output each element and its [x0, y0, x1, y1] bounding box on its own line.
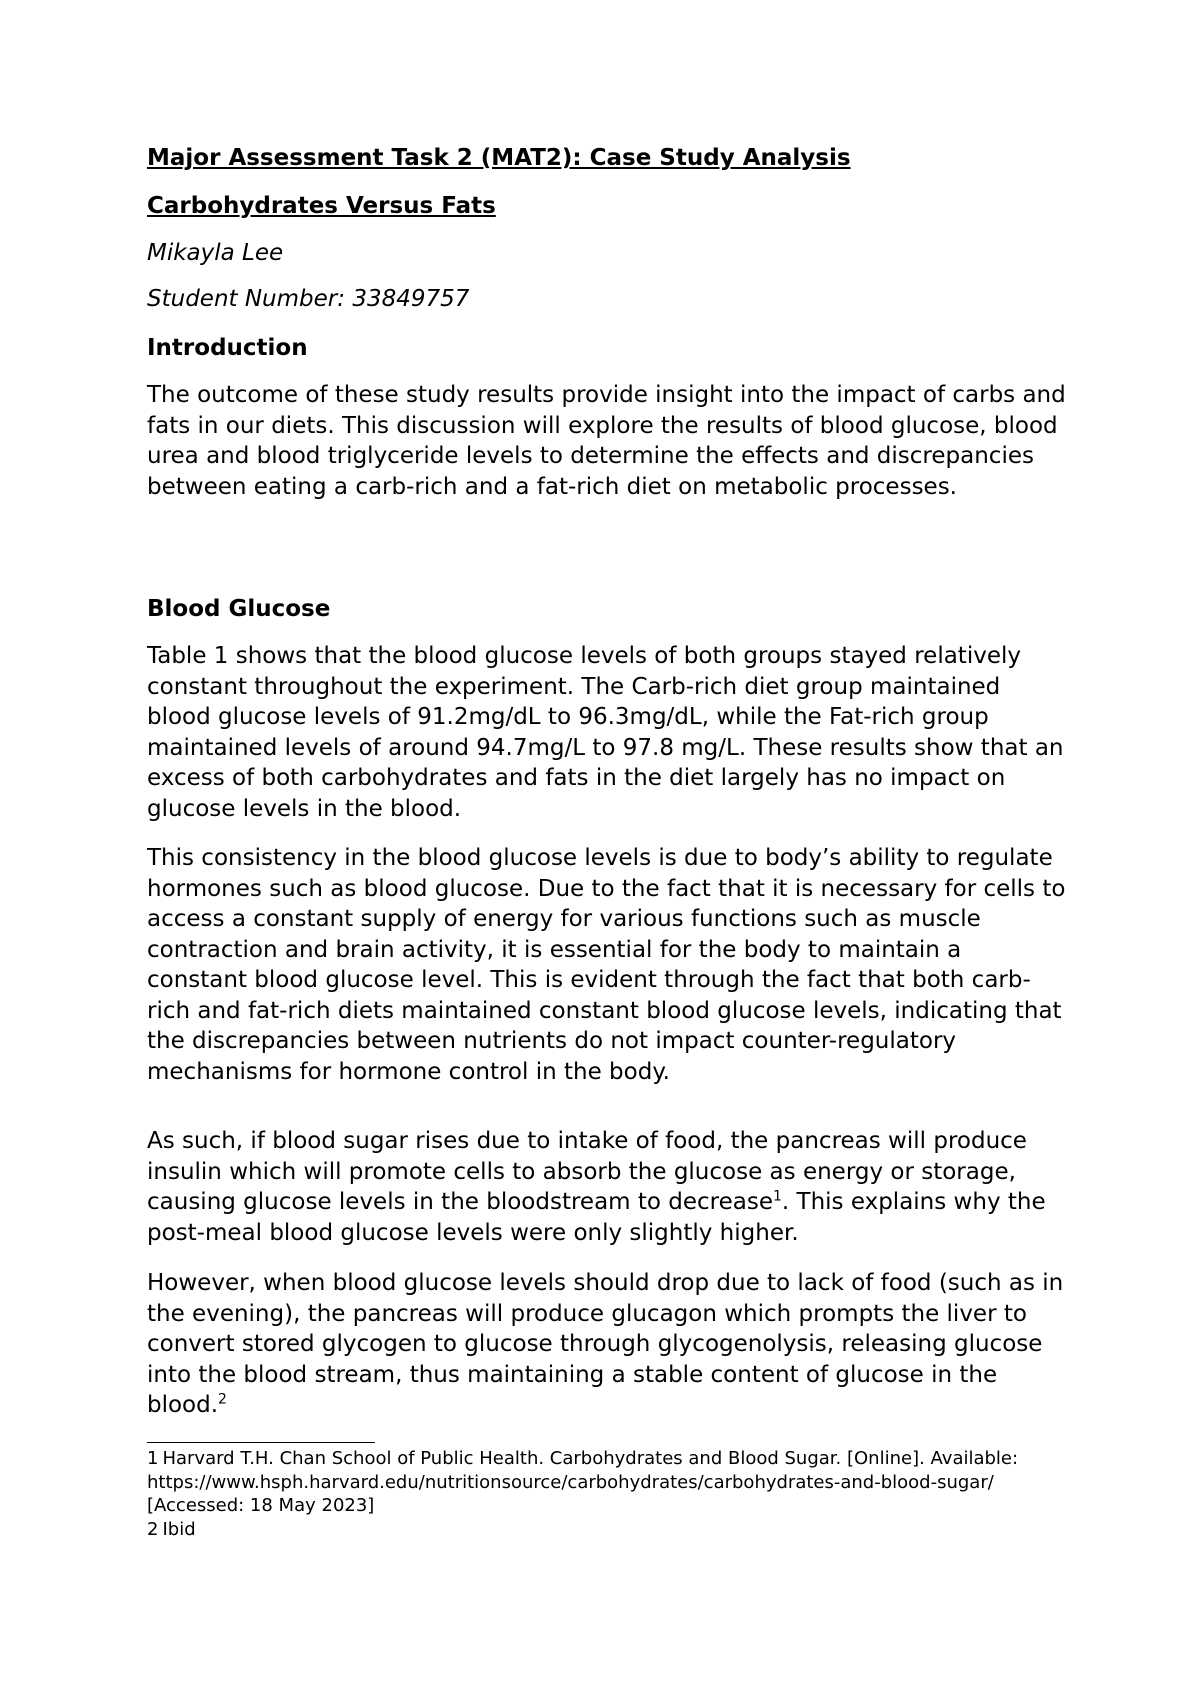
- paragraph-3-text-a: As such, if blood sugar rises due to intake of food, the pancreas will produce insulin which will promote cells to absorb the glucose as energy or storage, causing glucose levels in the bloodstream to decrease: [147, 1128, 1027, 1215]
- introduction-heading: Introduction: [147, 335, 308, 361]
- footnote-separator: [147, 1442, 375, 1443]
- introduction-paragraph: The outcome of these study results provide insight into the impact of carbs and fats in our diets. This discussion will explore the results of blood glucose, blood urea and blood triglyceride levels to determine the effects and discrepancies between eating a carb-rich and a fat-rich diet on metabolic processes.: [147, 382, 1066, 500]
- footnote-number: 1: [147, 1448, 159, 1469]
- blood-glucose-heading: Blood Glucose: [147, 596, 331, 622]
- author-name: Mikayla Lee: [147, 240, 284, 266]
- footnote-ref-2[interactable]: 2: [218, 1391, 227, 1408]
- blood-glucose-paragraph-1: Table 1 shows that the blood glucose levels of both groups stayed relatively constant throughout the experiment. The Carb-rich diet group maintained blood glucose levels of 91.2mg/dL to 96.3mg/dL, while the Fat-rich group maintained levels of around 94.7mg/L to 97.8 mg/L. These results show that an excess of both carbohydrates and fats in the diet largely has no impact on glucose levels in the blood.: [147, 643, 1064, 822]
- paragraph-4-text: However, when blood glucose levels should drop due to lack of food (such as in the evening), the pancreas will produce glucagon which prompts the liver to convert stored glycogen to glucose through glycogenolysis, releasing glucose into the blood stream, thus maintaining a stable content of glucose in the blood.: [147, 1270, 1064, 1418]
- footnote-2: [147, 1518, 1067, 1542]
- footnote-text: Ibid: [162, 1518, 196, 1540]
- footnote-1: [147, 1447, 1067, 1518]
- document-title: Major Assessment Task 2 (MAT2): Case Study Analysis: [147, 145, 851, 171]
- footnote-number: 2: [147, 1518, 159, 1540]
- blood-glucose-paragraph-4: [147, 1268, 1067, 1421]
- student-number-label: Student Number:: [147, 286, 353, 312]
- footnotes: [147, 1447, 1067, 1541]
- paragraph-3-text-b: . This explains why the post-meal blood glucose levels were only slightly higher.: [147, 1189, 1046, 1246]
- footnote-text: Harvard T.H. Chan School of Public Health. Carbohydrates and Blood Sugar. [Online]. Available: https://www.hsph.harvard.edu/nutritionsource/carbohydrates/carbohydrates-and-blood-sugar/ [Accessed: 18 May 2023]: [147, 1448, 1019, 1516]
- student-number-value: 33849757: [352, 286, 470, 312]
- document-subtitle: Carbohydrates Versus Fats: [147, 193, 496, 219]
- footnote-ref-1[interactable]: 1: [773, 1188, 782, 1205]
- blood-glucose-paragraph-3: [147, 1126, 1067, 1248]
- student-number-line: [147, 286, 469, 312]
- blood-glucose-paragraph-2: This consistency in the blood glucose levels is due to body’s ability to regulate hormones such as blood glucose. Due to the fact that it is necessary for cells to access a constant supply of energy for various functions such as muscle contraction and brain activity, it is essential for the body to maintain a constant blood glucose level. This is evident through the fact that both carb-rich and fat-rich diets maintained constant blood glucose levels, indicating that the discrepancies between nutrients do not impact counter-regulatory mechanisms for hormone control in the body.: [147, 845, 1066, 1085]
